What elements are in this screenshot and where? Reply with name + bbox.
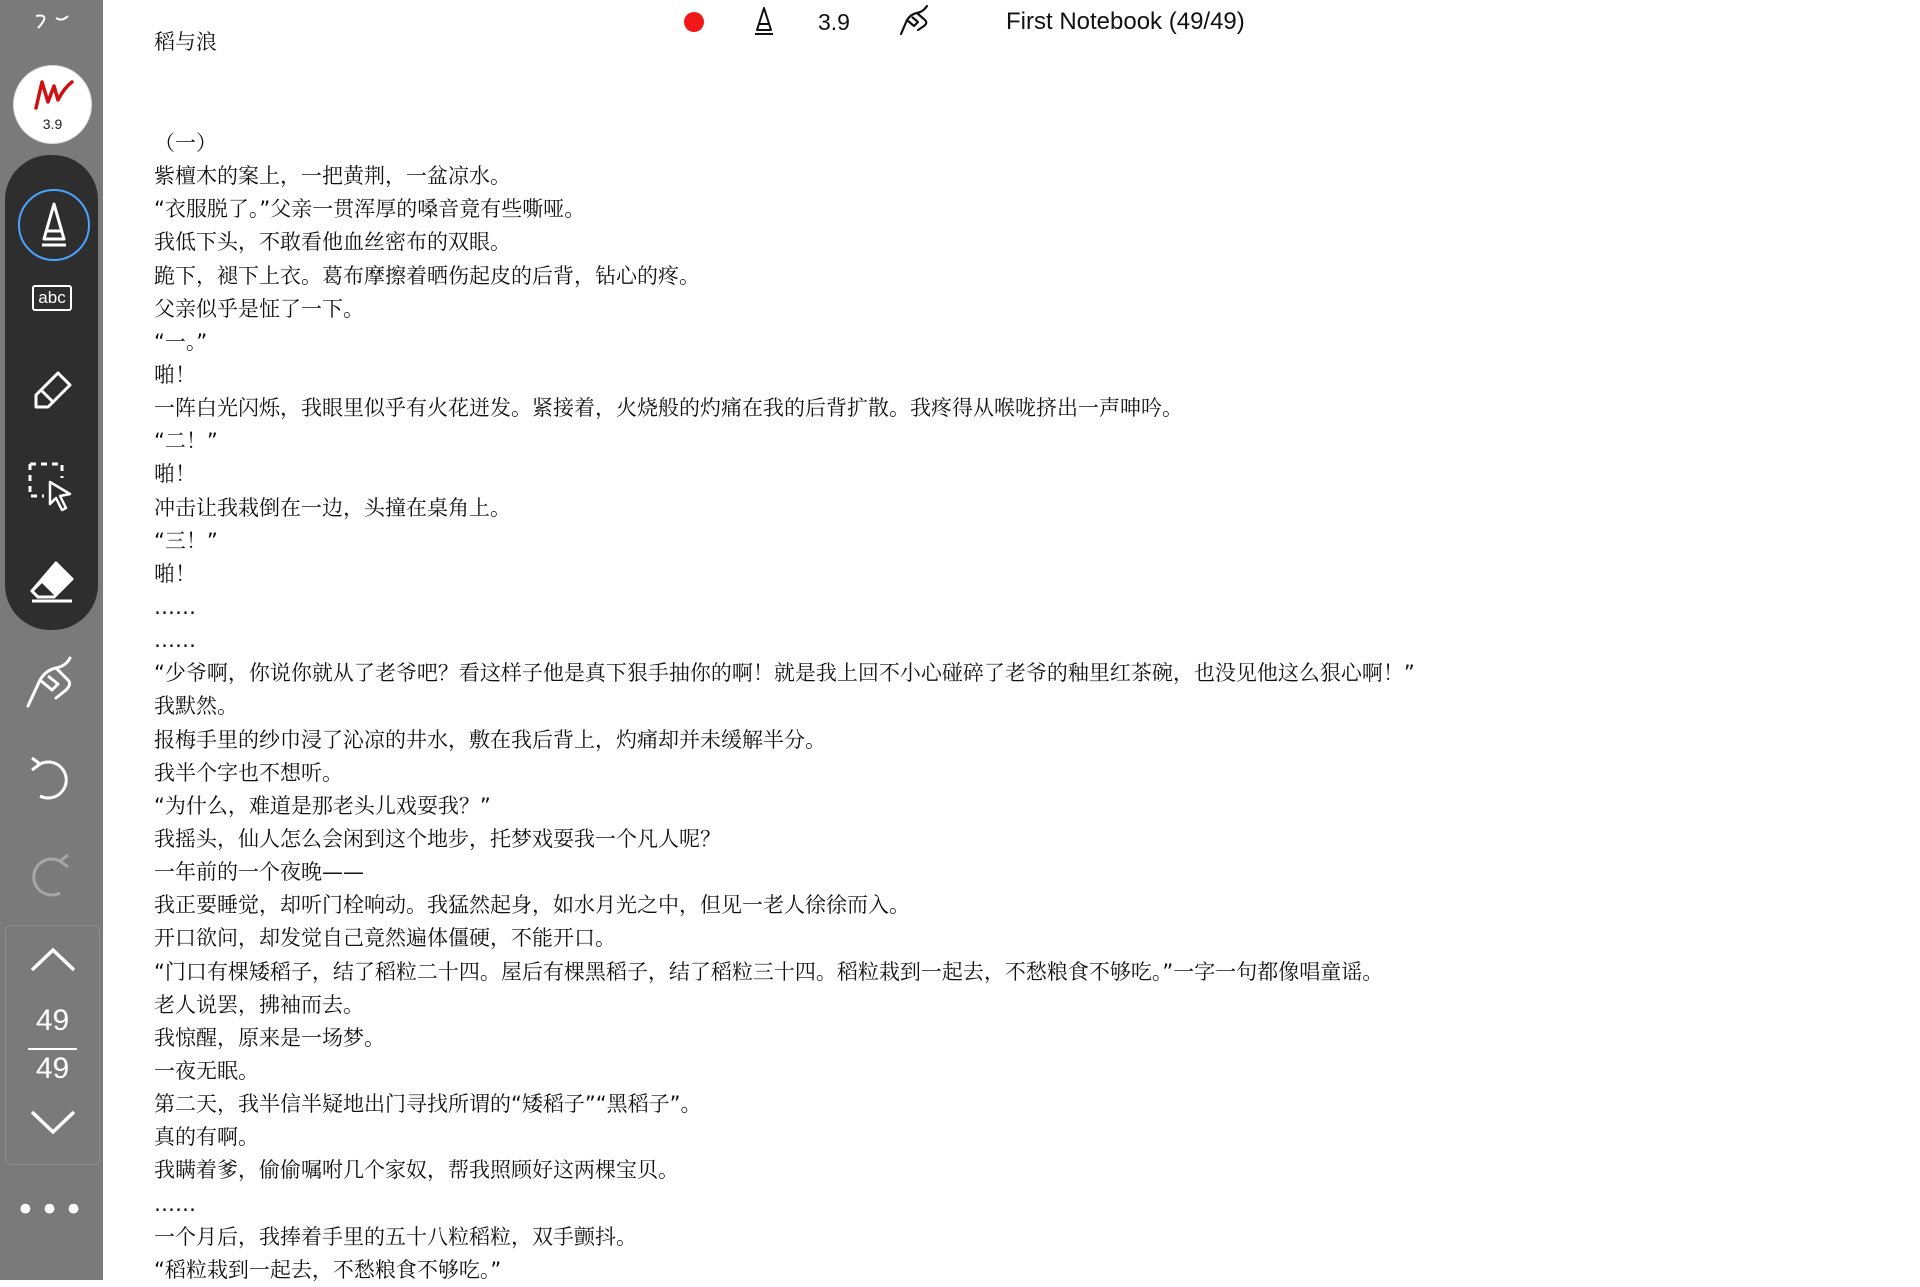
record-indicator[interactable] xyxy=(684,12,704,32)
notebook-title[interactable]: First Notebook (49/49) xyxy=(1006,8,1245,35)
touch-gesture-button[interactable] xyxy=(16,650,86,714)
page-fraction-divider xyxy=(28,1048,77,1050)
text-line: 冲击让我栽倒在一边，头撞在桌角上。 xyxy=(154,495,511,520)
highlighter-tool-button[interactable] xyxy=(16,355,88,427)
text-line: 我正要睡觉，却听门栓响动。我猛然起身，如水月光之中，但见一老人徐徐而入。 xyxy=(154,893,910,918)
text-line: 我摇头，仙人怎么会闲到这个地步，托梦戏耍我一个凡人呢？ xyxy=(154,826,721,851)
eraser-icon xyxy=(28,559,76,603)
undo-icon xyxy=(22,748,78,808)
top-pen-button[interactable] xyxy=(752,6,776,40)
previous-page-button[interactable] xyxy=(28,944,78,980)
chevron-down-icon xyxy=(28,1106,78,1138)
text-line: 紫檀木的案上，一把黄荆，一盆凉水。 xyxy=(154,164,511,189)
text-icon xyxy=(32,285,71,311)
chevron-up-icon xyxy=(28,944,78,976)
text-line: “衣服脱了。”父亲一贯浑厚的嗓音竟有些嘶哑。 xyxy=(154,197,586,222)
redo-icon xyxy=(22,845,78,905)
pen-icon xyxy=(37,201,71,249)
text-line: 啪！ xyxy=(154,462,196,487)
total-page-count: 49 xyxy=(35,1052,70,1085)
collapse-toolbar-icon[interactable] xyxy=(0,4,103,34)
text-line: 一年前的一个夜晚—— xyxy=(154,860,364,885)
text-line: 一阵白光闪烁，我眼里似乎有火花迸发。紧接着，火烧般的灼痛在我的后背扩散。我疼得从喉咙挤出一声呻吟。 xyxy=(154,396,1183,421)
text-line: …… xyxy=(154,628,196,653)
text-line: 我低下头，不敢看他血丝密布的双眼。 xyxy=(154,230,511,255)
select-icon xyxy=(26,460,78,512)
text-line: …… xyxy=(154,594,196,619)
eraser-tool-button[interactable] xyxy=(16,545,88,617)
text-tool-button[interactable] xyxy=(16,262,88,334)
text-line: 跪下，褪下上衣。葛布摩擦着晒伤起皮的后背，钻心的疼。 xyxy=(154,263,700,288)
text-line: 我默然。 xyxy=(154,694,238,719)
text-line: （一） xyxy=(154,131,217,155)
document-body[interactable] xyxy=(154,127,1854,1287)
next-page-button[interactable] xyxy=(28,1106,78,1142)
text-line: 老人说罢，拂袖而去。 xyxy=(154,992,364,1017)
text-line: “为什么，难道是那老头儿戏耍我？” xyxy=(154,793,491,818)
pen-size-readout[interactable]: 3.9 xyxy=(818,9,850,35)
pen-size-value: 3.9 xyxy=(42,116,63,132)
text-line: …… xyxy=(154,1191,196,1216)
text-tool-label: abc xyxy=(38,288,66,307)
text-line: “门口有棵矮稻子，结了稻粒二十四。屋后有棵黑稻子，结了稻粒三十四。稻粒栽到一起去，不愁粮食不够吃。”一字一句都像唱童谣。 xyxy=(154,959,1384,984)
text-line: 父亲似乎是怔了一下。 xyxy=(154,296,364,321)
text-line: 第二天，我半信半疑地出门寻找所谓的“矮稻子”“黑稻子”。 xyxy=(154,1092,702,1117)
text-line: “二！” xyxy=(154,429,218,454)
text-line: 我半个字也不想听。 xyxy=(154,760,343,785)
text-line: “少爷啊，你说你就从了老爷吧？看这样子他是真下狠手抽你的啊！就是我上回不小心碰碎了老爷的釉里红茶碗，也没见他这么狠心啊！” xyxy=(154,661,1415,686)
text-line: 一夜无眠。 xyxy=(154,1058,259,1083)
touch-writing-toggle[interactable] xyxy=(895,4,935,40)
highlighter-icon xyxy=(28,367,76,415)
text-line: 我瞒着爹，偷偷嘱咐几个家奴，帮我照顾好这两棵宝贝。 xyxy=(154,1158,679,1183)
text-line: 啪！ xyxy=(154,362,196,387)
redo-button[interactable] xyxy=(22,845,78,909)
select-tool-button[interactable] xyxy=(16,450,88,522)
signature-icon xyxy=(28,74,78,114)
text-line: “一。” xyxy=(154,329,208,354)
undo-button[interactable] xyxy=(22,748,78,812)
text-line: 真的有啊。 xyxy=(154,1125,259,1150)
text-line: 啪！ xyxy=(154,561,196,586)
tool-panel xyxy=(5,155,98,630)
current-page-number: 49 xyxy=(35,1004,70,1037)
text-line: “三！” xyxy=(154,528,218,553)
pen-tool-button[interactable] xyxy=(18,189,90,261)
document-title: 稻与浪 xyxy=(154,30,217,54)
hand-writing-icon xyxy=(16,650,86,710)
text-line: 开口欲问，却发觉自己竟然遍体僵硬，不能开口。 xyxy=(154,926,616,951)
pen-icon xyxy=(752,6,776,36)
text-line: “稻粒栽到一起去，不愁粮食不够吃。” xyxy=(154,1257,502,1282)
text-line: 我惊醒，原来是一场梦。 xyxy=(154,1025,385,1050)
more-options-button[interactable]: ••• xyxy=(15,1190,88,1230)
text-line: 一个月后，我捧着手里的五十八粒稻粒，双手颤抖。 xyxy=(154,1224,637,1249)
text-line: 报梅手里的纱巾浸了沁凉的井水，敷在我后背上，灼痛却并未缓解半分。 xyxy=(154,727,826,752)
page-navigator xyxy=(5,925,100,1165)
left-toolbar xyxy=(0,0,103,1280)
pen-preview-badge[interactable] xyxy=(13,65,92,144)
hand-writing-icon xyxy=(895,4,935,36)
